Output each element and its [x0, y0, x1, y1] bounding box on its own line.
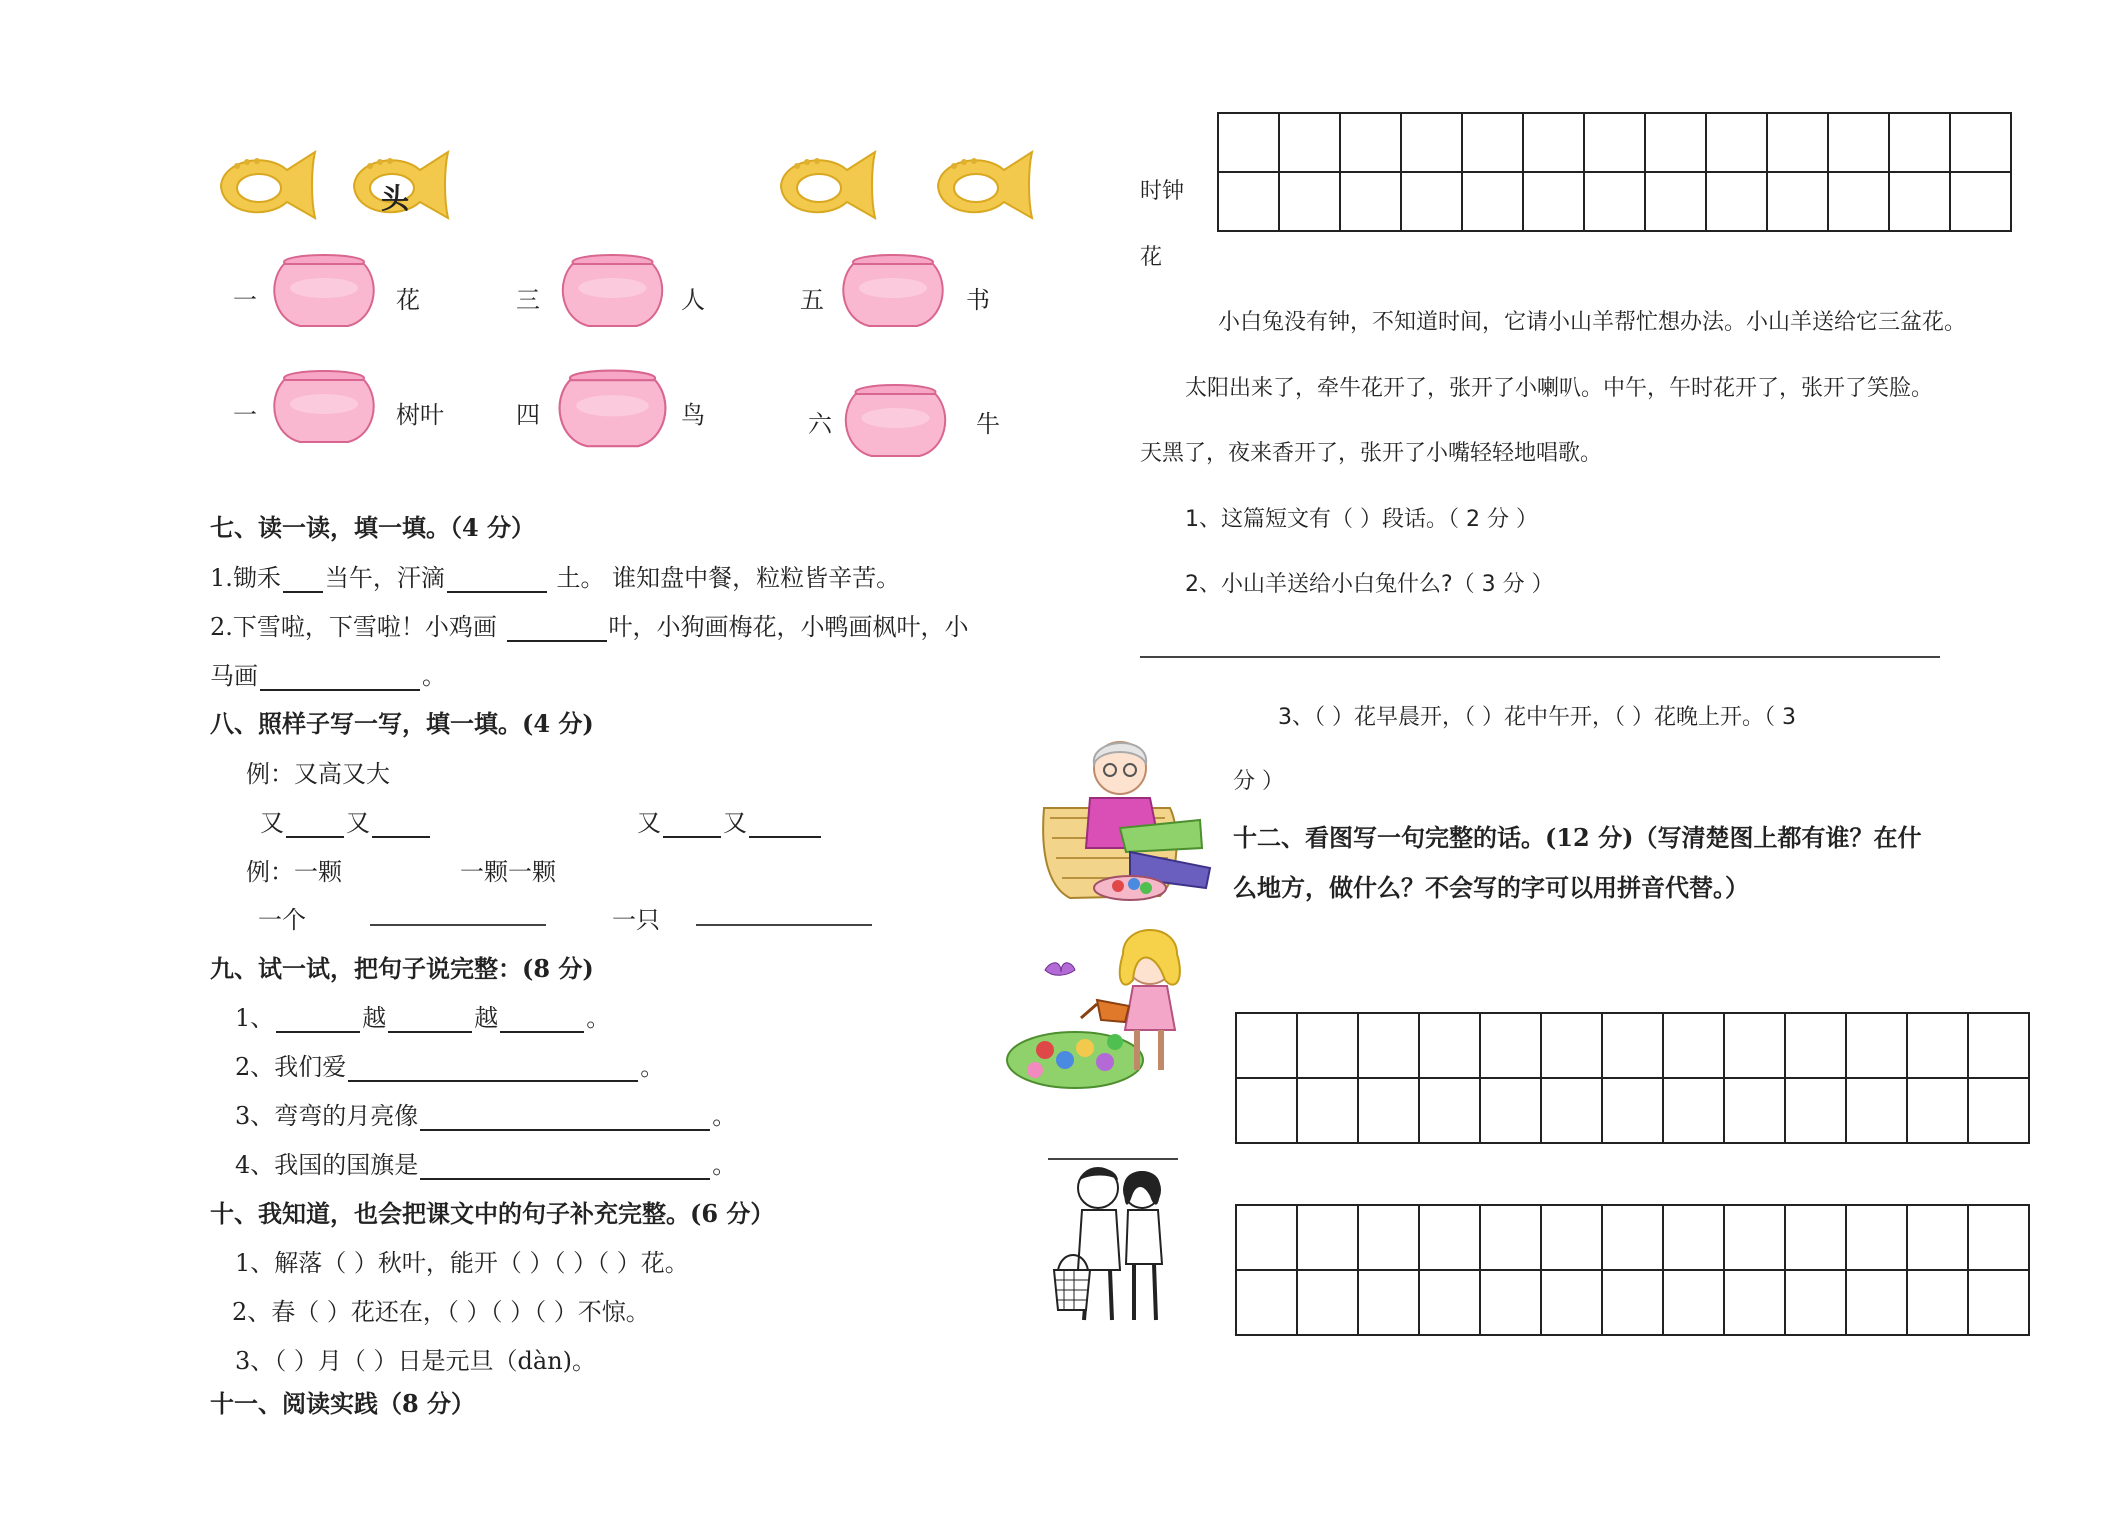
pink-jar-icon — [270, 254, 378, 330]
s7-l3a: 马画 — [210, 662, 258, 690]
section11-title: 十一、阅读实践（8 分） — [210, 1389, 476, 1418]
jar-word-6: 牛 — [976, 410, 1000, 438]
s8-you: 又 — [637, 809, 661, 837]
question-3b: 分 ） — [1233, 769, 1284, 794]
yue: 越 — [474, 1004, 499, 1032]
s9-i2: 2、我们爱 — [235, 1053, 347, 1081]
section10-title: 十、我知道，也会把课文中的句子补充完整。(6 分） — [210, 1199, 775, 1228]
s8-example2b: 一颗一颗 — [460, 858, 556, 886]
grandma-knitting-illustration — [1030, 728, 1220, 910]
blank[interactable] — [276, 1009, 360, 1033]
blank[interactable] — [749, 814, 821, 838]
jar-word-3: 书 — [966, 286, 990, 314]
s9-item4 — [235, 1145, 736, 1180]
s9-end: 。 — [712, 1102, 737, 1130]
s8-yizhi: 一只 — [612, 906, 660, 934]
section7-title: 七、读一读，填一填。（4 分） — [210, 513, 536, 542]
writing-grid-1[interactable] — [1235, 1012, 2030, 1144]
section7-line3 — [210, 656, 446, 691]
s8-you: 又 — [723, 809, 747, 837]
jar-num-6: 六 — [808, 410, 832, 438]
section7-line1 — [210, 558, 900, 593]
pink-jar-icon — [555, 254, 670, 330]
pink-jar-icon — [838, 384, 953, 460]
jar-word-1: 花 — [396, 286, 420, 314]
s7-l2b: 叶，小狗画梅花，小鸭画枫叶，小 — [608, 613, 969, 641]
blank[interactable] — [420, 1156, 710, 1180]
section7-line2 — [210, 607, 969, 642]
blank[interactable] — [507, 618, 607, 642]
s8-pattern-b — [637, 803, 823, 838]
jar-num-1: 一 — [233, 286, 257, 314]
section8-title: 八、照样子写一写，填一填。(4 分) — [210, 709, 594, 738]
pink-jar-icon — [555, 368, 670, 452]
s9-i4: 4、我国的国旗是 — [235, 1151, 419, 1179]
s7-l2a: 2.下雪啦，下雪啦！小鸡画 — [210, 613, 505, 641]
jar-word-2: 人 — [681, 286, 705, 314]
blank[interactable] — [447, 569, 547, 593]
s9-item1 — [235, 998, 610, 1033]
answer-line[interactable] — [1140, 656, 1940, 658]
s7-l3b: 。 — [422, 662, 446, 690]
jar-num-3: 五 — [800, 286, 824, 314]
s7-l1b: 当午，汗滴 — [324, 564, 445, 592]
fish-1 — [215, 148, 320, 226]
blank[interactable] — [388, 1009, 472, 1033]
two-children-basket-illustration — [1050, 1160, 1180, 1330]
s10-line1: 1、解落（ ）秋叶，能开（ ）（ ）（ ）花。 — [235, 1249, 689, 1277]
section12-title-b: 么地方，做什么？不会写的字可以用拼音代替。） — [1233, 873, 1749, 902]
question-3a: 3、（ ）花早晨开，（ ）花中午开，（ ）花晚上开。（ 3 — [1278, 705, 1796, 730]
writing-grid-2[interactable] — [1235, 1204, 2030, 1336]
s7-l1a: 1.锄禾 — [210, 564, 281, 592]
passage-p1: 小白兔没有钟，不知道时间，它请小山羊帮忙想办法。小山羊送给它三盆花。 — [1218, 310, 1967, 335]
blank[interactable] — [696, 924, 872, 926]
section12-title-a: 十二、看图写一句完整的话。(12 分)（写清楚图上都有谁？在什 — [1233, 823, 1922, 852]
passage-p3: 天黑了，夜来香开了，张开了小嘴轻轻地唱歌。 — [1140, 441, 1603, 466]
blank[interactable] — [372, 814, 430, 838]
pink-jar-icon — [838, 254, 948, 330]
girl-watering-flowers-illustration — [1005, 920, 1215, 1100]
s8-example2: 例：一颗 — [246, 858, 342, 886]
fish-4 — [932, 148, 1037, 226]
jar-num-2: 三 — [516, 286, 540, 314]
yue: 越 — [362, 1004, 387, 1032]
s10-line3: 3、（ ）月（ ）日是元旦（dàn)。 — [235, 1347, 597, 1375]
s7-l1c: 土。 谁知盘中餐，粒粒皆辛苦。 — [548, 564, 901, 592]
blank[interactable] — [348, 1058, 638, 1082]
fish-3 — [775, 148, 880, 226]
fish-2-char: 头 — [381, 182, 410, 215]
s9-end: 。 — [640, 1053, 665, 1081]
section9-title: 九、试一试，把句子说完整：(8 分) — [210, 954, 594, 983]
s8-example1: 例：又高又大 — [246, 760, 390, 788]
jar-word-4: 树叶 — [396, 401, 444, 429]
question-2: 2、小山羊送给小白兔什么?（ 3 分 ） — [1185, 572, 1554, 597]
jar-num-5: 四 — [516, 401, 540, 429]
s9-i1a: 1、 — [235, 1004, 275, 1032]
s9-i3: 3、弯弯的月亮像 — [235, 1102, 419, 1130]
passage-title-b: 花 — [1140, 245, 1163, 270]
passage-p2: 太阳出来了，牵牛花开了，张开了小喇叭。中午，午时花开了，张开了笑脸。 — [1185, 376, 1934, 401]
question-1: 1、这篇短文有（ ）段话。（ 2 分 ） — [1185, 507, 1538, 532]
blank[interactable] — [283, 569, 323, 593]
s10-line2: 2、春（ ）花还在，（ ）（ ）（ ）不惊。 — [232, 1298, 650, 1326]
s9-end: 。 — [712, 1151, 737, 1179]
blank[interactable] — [286, 814, 344, 838]
pink-jar-icon — [270, 370, 378, 446]
blank[interactable] — [500, 1009, 584, 1033]
blank[interactable] — [663, 814, 721, 838]
writing-grid-top[interactable] — [1217, 112, 2012, 232]
jar-word-5: 鸟 — [681, 401, 705, 429]
blank[interactable] — [370, 924, 546, 926]
s8-yige: 一个 — [258, 906, 306, 934]
s9-i1end: 。 — [586, 1004, 611, 1032]
s8-you: 又 — [346, 809, 370, 837]
passage-title-a: 时钟 — [1140, 179, 1185, 204]
s8-pattern-a — [260, 803, 432, 838]
s8-you: 又 — [260, 809, 284, 837]
jar-num-4: 一 — [233, 401, 257, 429]
s9-item3 — [235, 1096, 736, 1131]
blank[interactable] — [260, 667, 420, 691]
blank[interactable] — [420, 1107, 710, 1131]
s9-item2 — [235, 1047, 664, 1082]
